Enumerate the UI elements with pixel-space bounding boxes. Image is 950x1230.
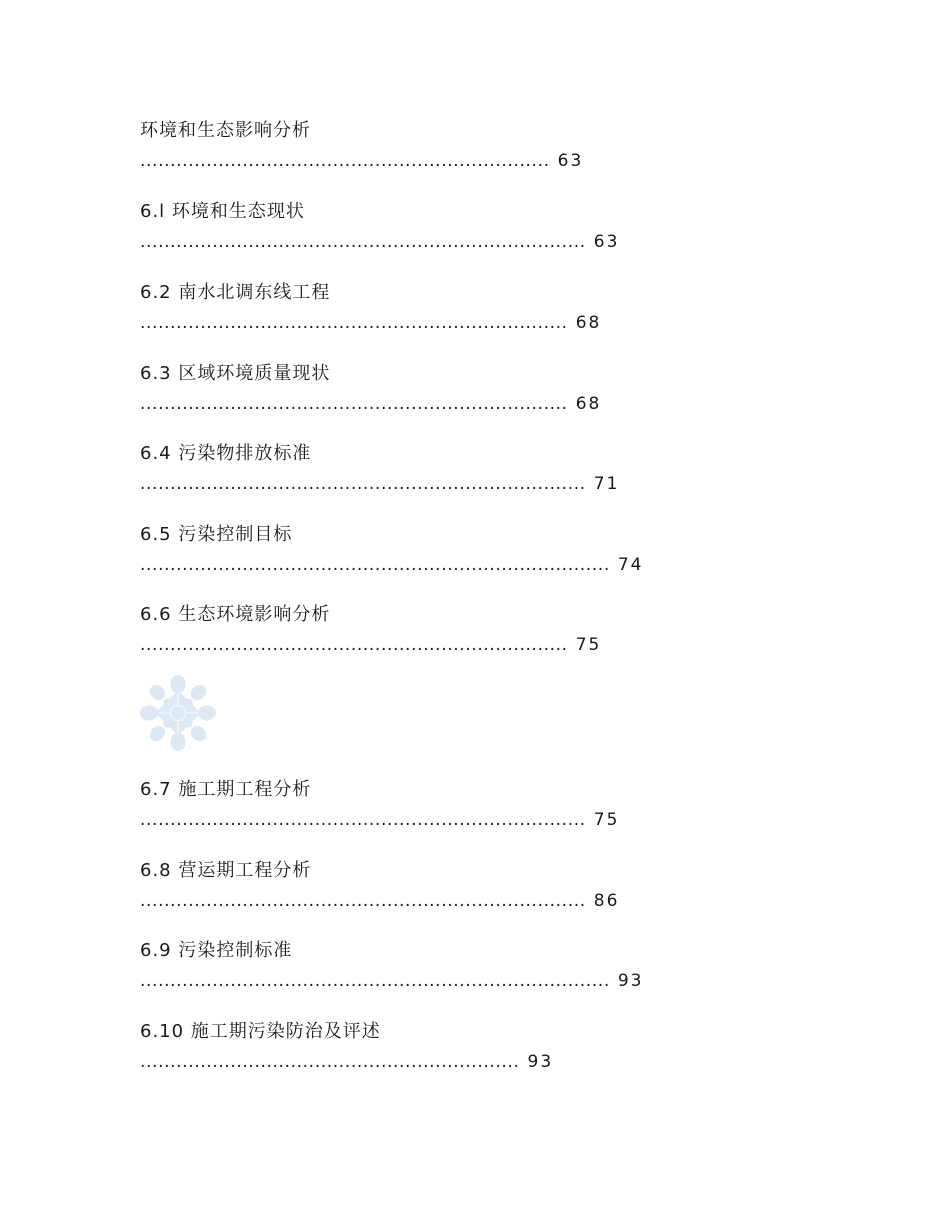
- toc-page-number: 68: [575, 394, 602, 414]
- dot-leader: ...............................................................: [140, 1052, 520, 1072]
- toc-leader: [140, 809, 619, 831]
- toc-entry-title: 6.2 南水北调东线工程: [140, 282, 331, 303]
- dot-leader: ..............................................................................: [140, 971, 610, 991]
- toc-page-number: 93: [527, 1052, 554, 1072]
- dot-leader: ..........................................................................: [140, 232, 586, 252]
- toc-page-number: 68: [575, 313, 602, 333]
- toc-entry-title: 6.4 污染物排放标准: [140, 443, 312, 464]
- toc-leader: [140, 554, 644, 576]
- toc-entry-title: 6.7 施工期工程分析: [140, 779, 312, 800]
- toc-entry-title: 6.3 区域环境质量现状: [140, 363, 331, 384]
- dot-leader: ..........................................................................: [140, 474, 586, 494]
- toc-leader: [140, 150, 583, 172]
- toc-entry-title: 6.9 污染控制标准: [140, 940, 293, 961]
- toc-entry-title: 6.5 污染控制目标: [140, 524, 293, 545]
- toc-leader: [140, 890, 619, 912]
- dot-leader: .......................................................................: [140, 394, 568, 414]
- dot-leader: .......................................................................: [140, 635, 568, 655]
- toc-entry-title: 6.l 环境和生态现状: [140, 201, 305, 222]
- toc-leader: [140, 312, 601, 334]
- toc-page-number: 93: [617, 971, 644, 991]
- dot-leader: ..........................................................................: [140, 810, 586, 830]
- toc-entry-title: 6.10 施工期污染防治及评述: [140, 1021, 381, 1042]
- toc-leader: [140, 231, 619, 253]
- dot-leader: ..........................................................................: [140, 891, 586, 911]
- toc-leader: [140, 634, 601, 656]
- watermark-shape: [140, 675, 216, 751]
- toc-entry-title: 环境和生态影响分析: [140, 120, 311, 141]
- dot-leader: ....................................................................: [140, 151, 550, 171]
- lotus-logo-icon: [140, 675, 216, 751]
- toc-page-number: 71: [593, 474, 620, 494]
- toc-page-number: 75: [575, 635, 602, 655]
- toc-page-number: 63: [593, 232, 620, 252]
- dot-leader: .......................................................................: [140, 313, 568, 333]
- toc-page-number: 63: [557, 151, 584, 171]
- dot-leader: ..............................................................................: [140, 555, 610, 575]
- toc-leader: [140, 393, 601, 415]
- toc-page-number: 74: [617, 555, 644, 575]
- toc-page-number: 75: [593, 810, 620, 830]
- toc-entry-title: 6.6 生态环境影响分析: [140, 604, 331, 625]
- toc-leader: [140, 970, 644, 992]
- toc-page-number: 86: [593, 891, 620, 911]
- toc-entry-title: 6.8 营运期工程分析: [140, 860, 312, 881]
- toc-leader: [140, 1051, 553, 1073]
- toc-leader: [140, 473, 619, 495]
